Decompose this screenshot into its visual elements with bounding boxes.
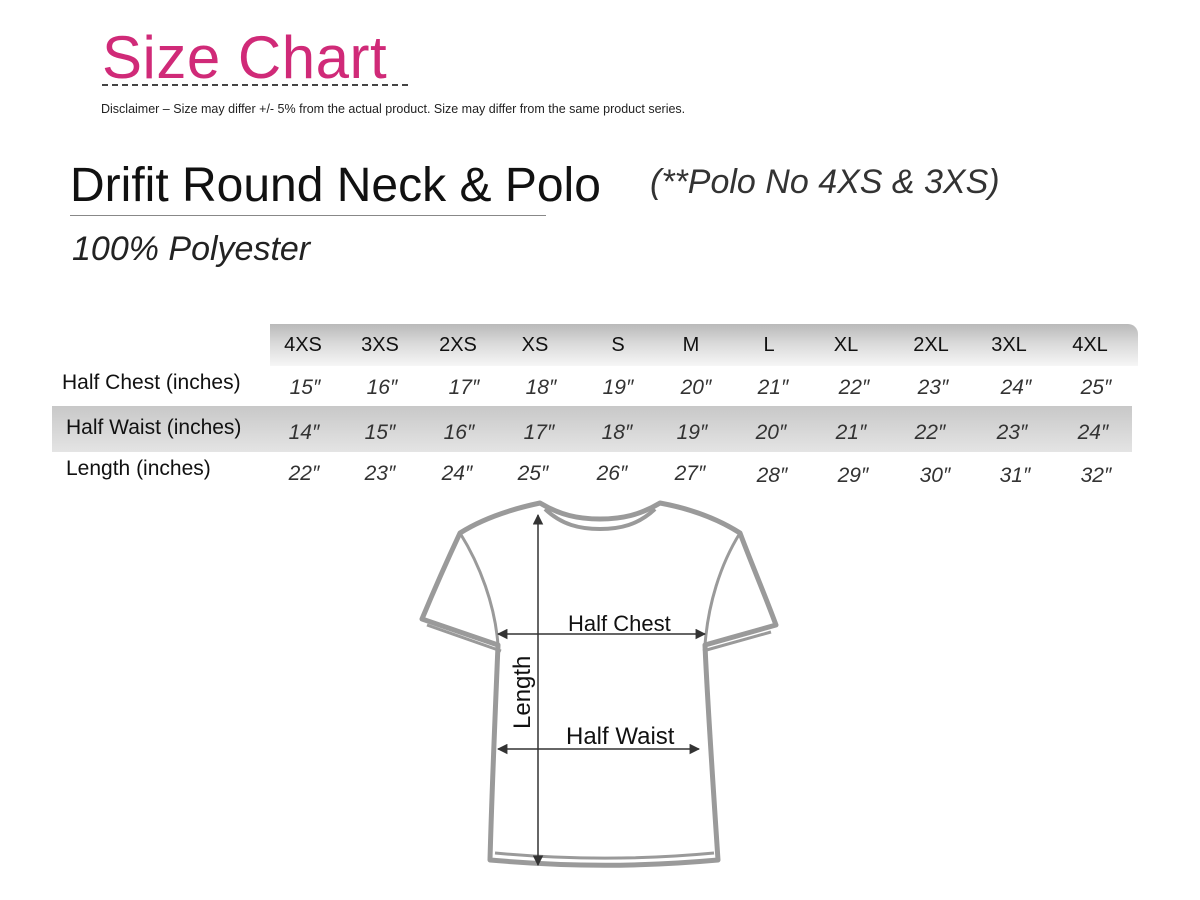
size-header-xs: XS bbox=[521, 334, 549, 356]
row-label-length: Length (inches) bbox=[66, 457, 211, 480]
table-cell: 22″ bbox=[914, 421, 946, 444]
table-cell: 16″ bbox=[443, 421, 475, 444]
table-cell: 15″ bbox=[364, 421, 396, 444]
table-cell: 20″ bbox=[680, 376, 712, 399]
size-header-m: M bbox=[682, 334, 700, 356]
table-cell: 21″ bbox=[757, 376, 789, 399]
size-header-l: L bbox=[763, 334, 775, 356]
table-cell: 18″ bbox=[601, 421, 633, 444]
table-cell: 20″ bbox=[755, 421, 787, 444]
size-header-xl: XL bbox=[833, 334, 859, 356]
size-header-4xl: 4XL bbox=[1072, 334, 1108, 356]
half-waist-label: Half Waist bbox=[566, 723, 675, 750]
table-cell: 18″ bbox=[525, 376, 557, 399]
length-label: Length bbox=[509, 655, 536, 729]
table-cell: 23″ bbox=[917, 376, 949, 399]
table-cell: 24″ bbox=[441, 462, 473, 485]
table-cell: 22″ bbox=[288, 462, 320, 485]
table-cell: 17″ bbox=[448, 376, 480, 399]
row-label-half-chest: Half Chest (inches) bbox=[62, 371, 241, 394]
product-name: Drifit Round Neck & Polo bbox=[70, 159, 601, 212]
table-cell: 24″ bbox=[1000, 376, 1032, 399]
size-header-2xs: 2XS bbox=[439, 334, 477, 356]
size-header-2xl: 2XL bbox=[913, 334, 949, 356]
table-cell: 27″ bbox=[674, 462, 706, 485]
tshirt-measurement-diagram bbox=[400, 495, 800, 875]
table-cell: 31″ bbox=[999, 464, 1031, 487]
title-dashed-rule bbox=[102, 84, 408, 86]
table-cell: 25″ bbox=[1080, 376, 1112, 399]
tshirt-outline bbox=[422, 503, 776, 865]
table-cell: 26″ bbox=[596, 462, 628, 485]
table-cell: 24″ bbox=[1077, 421, 1109, 444]
table-cell: 23″ bbox=[996, 421, 1028, 444]
table-cell: 19″ bbox=[676, 421, 708, 444]
row-label-half-waist: Half Waist (inches) bbox=[66, 416, 242, 439]
table-cell: 19″ bbox=[602, 376, 634, 399]
table-cell: 17″ bbox=[523, 421, 555, 444]
product-name-rule bbox=[70, 215, 546, 216]
table-cell: 16″ bbox=[366, 376, 398, 399]
table-cell: 30″ bbox=[919, 464, 951, 487]
size-header-4xs: 4XS bbox=[284, 334, 322, 356]
table-cell: 29″ bbox=[837, 464, 869, 487]
table-cell: 21″ bbox=[835, 421, 867, 444]
table-cell: 15″ bbox=[289, 376, 321, 399]
material-text: 100% Polyester bbox=[72, 230, 311, 268]
size-header-s: S bbox=[611, 334, 625, 356]
half-chest-label: Half Chest bbox=[568, 611, 671, 636]
polo-size-note: (**Polo No 4XS & 3XS) bbox=[650, 163, 1000, 201]
size-chart-title: Size Chart bbox=[102, 24, 388, 91]
size-header-3xs: 3XS bbox=[361, 334, 399, 356]
table-cell: 28″ bbox=[756, 464, 788, 487]
table-cell: 25″ bbox=[517, 462, 549, 485]
table-cell: 23″ bbox=[364, 462, 396, 485]
disclaimer-text: Disclaimer – Size may differ +/- 5% from the actual product. Size may differ from the same product series. bbox=[101, 102, 686, 116]
table-cell: 22″ bbox=[838, 376, 870, 399]
table-cell: 32″ bbox=[1080, 464, 1112, 487]
size-header-3xl: 3XL bbox=[991, 334, 1027, 356]
table-cell: 14″ bbox=[288, 421, 320, 444]
